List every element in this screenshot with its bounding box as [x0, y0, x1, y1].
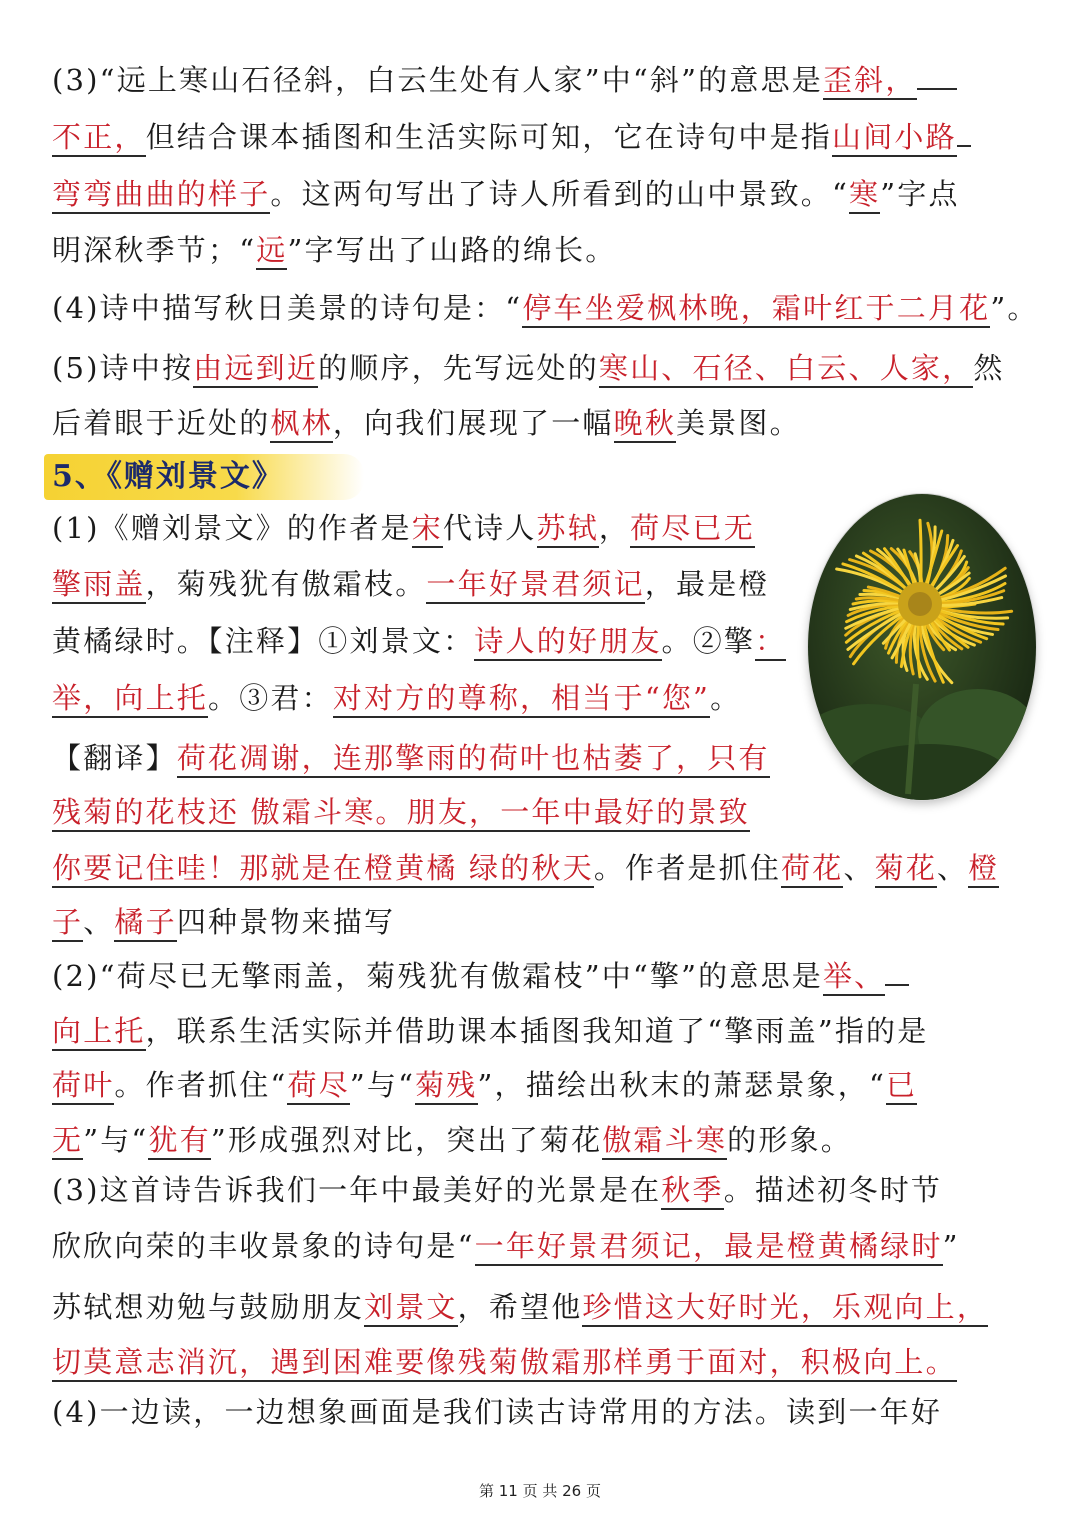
- answer-text: 一年好景君须记: [426, 567, 644, 604]
- answer-text: 秋季: [661, 1173, 723, 1210]
- text: 、: [937, 851, 969, 885]
- answer-text: 荷尽: [287, 1068, 349, 1105]
- text: 。: [710, 681, 742, 715]
- answer-text: 橙: [968, 851, 999, 888]
- text: 【翻译】: [52, 741, 177, 775]
- text: (3)“远上寒山石径斜，白云生处有人家”中“斜”的意思是: [52, 63, 823, 97]
- text: 四种景物来描写: [176, 905, 396, 939]
- text: (4)诗中描写秋日美景的诗句是：“: [52, 291, 523, 325]
- text: ，向我们展现了一幅: [332, 406, 614, 440]
- answer-text: 对对方的尊称，相当于“您”: [333, 681, 710, 718]
- answer-text: 向上托: [52, 1014, 146, 1051]
- answer-text: 菊花: [875, 851, 937, 888]
- answer-text: 子: [52, 905, 83, 942]
- answer-text: 残菊的花枝还 傲霜斗寒。朋友，一年中最好的景致: [52, 795, 750, 832]
- answer-text: 举、: [823, 959, 885, 996]
- text: ，最是橙: [644, 567, 770, 601]
- text: 。②擎: [661, 624, 756, 658]
- text: 美景图。: [676, 406, 801, 440]
- text: 欣欣向荣的丰收景象的诗句是“: [52, 1229, 475, 1263]
- text: 但结合课本插图和生活实际可知，它在诗句中是指: [145, 120, 833, 154]
- text-line: [52, 1118, 852, 1162]
- answer-blank: [885, 954, 909, 986]
- text-line: [52, 172, 960, 216]
- answer-text: 已: [886, 1068, 917, 1105]
- answer-text: 歪斜，: [823, 63, 917, 100]
- answer-text: 弯弯曲曲的样子: [52, 177, 270, 214]
- text-line: [52, 736, 770, 780]
- text: 、: [83, 905, 115, 939]
- text: (1)《赠刘景文》的作者是: [52, 511, 412, 545]
- answer-text: 荷尽已无: [630, 511, 755, 548]
- text-line: [52, 115, 971, 159]
- text-line: [52, 676, 741, 720]
- text-line: [52, 58, 957, 102]
- text: 。作者是抓住: [593, 851, 782, 885]
- text: 、: [843, 851, 875, 885]
- answer-text: 荷花: [781, 851, 843, 888]
- answer-text: 擎雨盖: [52, 567, 146, 604]
- chrysanthemum-drawing: [808, 494, 1036, 800]
- text: ”。: [990, 291, 1039, 325]
- text-line: [52, 954, 909, 998]
- answer-text: 切莫意志消沉，遇到困难要像残菊傲霜那样勇于面对，积极向上。: [52, 1345, 957, 1382]
- text: (5)诗中按: [52, 351, 194, 385]
- text: 的形象。: [727, 1123, 852, 1157]
- answer-text: 一年好景君须记，最是橙黄橘绿时: [475, 1229, 943, 1266]
- page-footer: 第 11 页 共 26 页: [478, 1482, 601, 1500]
- text-line: [52, 1340, 957, 1384]
- answer-text: 由远到近: [193, 351, 318, 388]
- text-line: [52, 346, 1005, 390]
- text: 明深秋季节；“: [52, 233, 257, 267]
- answer-text: 远: [256, 233, 287, 270]
- answer-text: 傲霜斗寒: [602, 1123, 727, 1160]
- answer-text: 你要记住哇！那就是在橙黄橘 绿的秋天: [52, 851, 594, 888]
- text: 。描述初冬时节: [723, 1173, 943, 1207]
- text: ”字写出了山路的绵长。: [287, 233, 617, 267]
- text: ”形成强烈对比，突出了菊花: [210, 1123, 603, 1157]
- text-line: [52, 506, 755, 550]
- text-line: [52, 1009, 928, 1053]
- text-line: [52, 401, 801, 445]
- answer-text: 无: [52, 1123, 83, 1160]
- answer-text: 苏轼: [537, 511, 599, 548]
- text: (4)一边读，一边想象画面是我们读古诗常用的方法。读到一年好: [52, 1395, 943, 1429]
- text: 然: [973, 351, 1005, 385]
- text-line: [52, 790, 750, 834]
- answer-text: 诗人的好朋友: [474, 624, 661, 661]
- text-line: [52, 1063, 917, 1107]
- answer-text: 荷叶: [52, 1068, 114, 1105]
- answer-text: 山间小路: [832, 120, 957, 157]
- answer-text: 寒: [849, 177, 880, 214]
- section-title-text: 5、《赠刘景文》: [52, 459, 284, 494]
- text: 的顺序，先写远处的: [318, 351, 599, 385]
- text-line: [52, 1224, 960, 1268]
- answer-text: 不正，: [52, 120, 146, 157]
- text: ”，描绘出秋末的萧瑟景象，“: [477, 1068, 886, 1102]
- answer-blank: [917, 58, 957, 90]
- text: 。这两句写出了诗人所看到的山中景致。“: [270, 177, 850, 211]
- answer-text: 刘景文: [364, 1290, 458, 1327]
- answer-text: 举，向上托: [52, 681, 208, 718]
- text: 黄橘绿时。【注释】①刘景文：: [52, 624, 475, 658]
- text: ”字点: [880, 177, 960, 211]
- text-line: [52, 619, 786, 663]
- text: ，菊残犹有傲霜枝。: [145, 567, 427, 601]
- section-title: [44, 454, 364, 500]
- text: ”与“: [349, 1068, 416, 1102]
- text: (2)“荷尽已无擎雨盖，菊残犹有傲霜枝”中“擎”的意思是: [52, 959, 823, 993]
- text: 。③君：: [208, 681, 333, 715]
- text-line: [52, 562, 770, 606]
- text-line: [52, 900, 395, 944]
- text-line: [52, 846, 999, 890]
- text: ，希望他: [457, 1290, 583, 1324]
- text: (3)这首诗告诉我们一年中最美好的光景是在: [52, 1173, 662, 1207]
- text-line: [52, 1285, 988, 1329]
- text: 。作者抓住“: [114, 1068, 288, 1102]
- text: 后着眼于近处的: [52, 406, 271, 440]
- answer-text: 停车坐爱枫林晚，霜叶红于二月花: [522, 291, 990, 328]
- answer-text: 菊残: [415, 1068, 477, 1105]
- answer-text: 枫林: [270, 406, 332, 443]
- text: ”: [942, 1229, 960, 1263]
- answer-blank: [957, 115, 971, 147]
- text-line: [52, 286, 1039, 330]
- text: ，联系生活实际并借助课本插图我知道了“擎雨盖”指的是: [145, 1014, 929, 1048]
- text-line: [52, 1390, 942, 1434]
- text: 苏轼想劝勉与鼓励朋友: [52, 1290, 365, 1324]
- answer-text: ：: [755, 624, 786, 661]
- text-line: [52, 1168, 942, 1212]
- text-line: [52, 228, 616, 272]
- text: ，: [598, 511, 631, 545]
- chrysanthemum-image: [808, 494, 1036, 800]
- answer-text: 荷花凋谢，连那擎雨的荷叶也枯萎了，只有: [177, 741, 770, 778]
- answer-text: 珍惜这大好时光，乐观向上，: [582, 1290, 988, 1327]
- answer-text: 橘子: [114, 905, 176, 942]
- answer-text: 犹有: [148, 1123, 210, 1160]
- answer-text: 宋: [412, 511, 443, 548]
- answer-text: 寒山、石径、白云、人家，: [599, 351, 973, 388]
- answer-text: 晚秋: [614, 406, 676, 443]
- text: 代诗人: [442, 511, 537, 545]
- text: ”与“: [83, 1123, 149, 1157]
